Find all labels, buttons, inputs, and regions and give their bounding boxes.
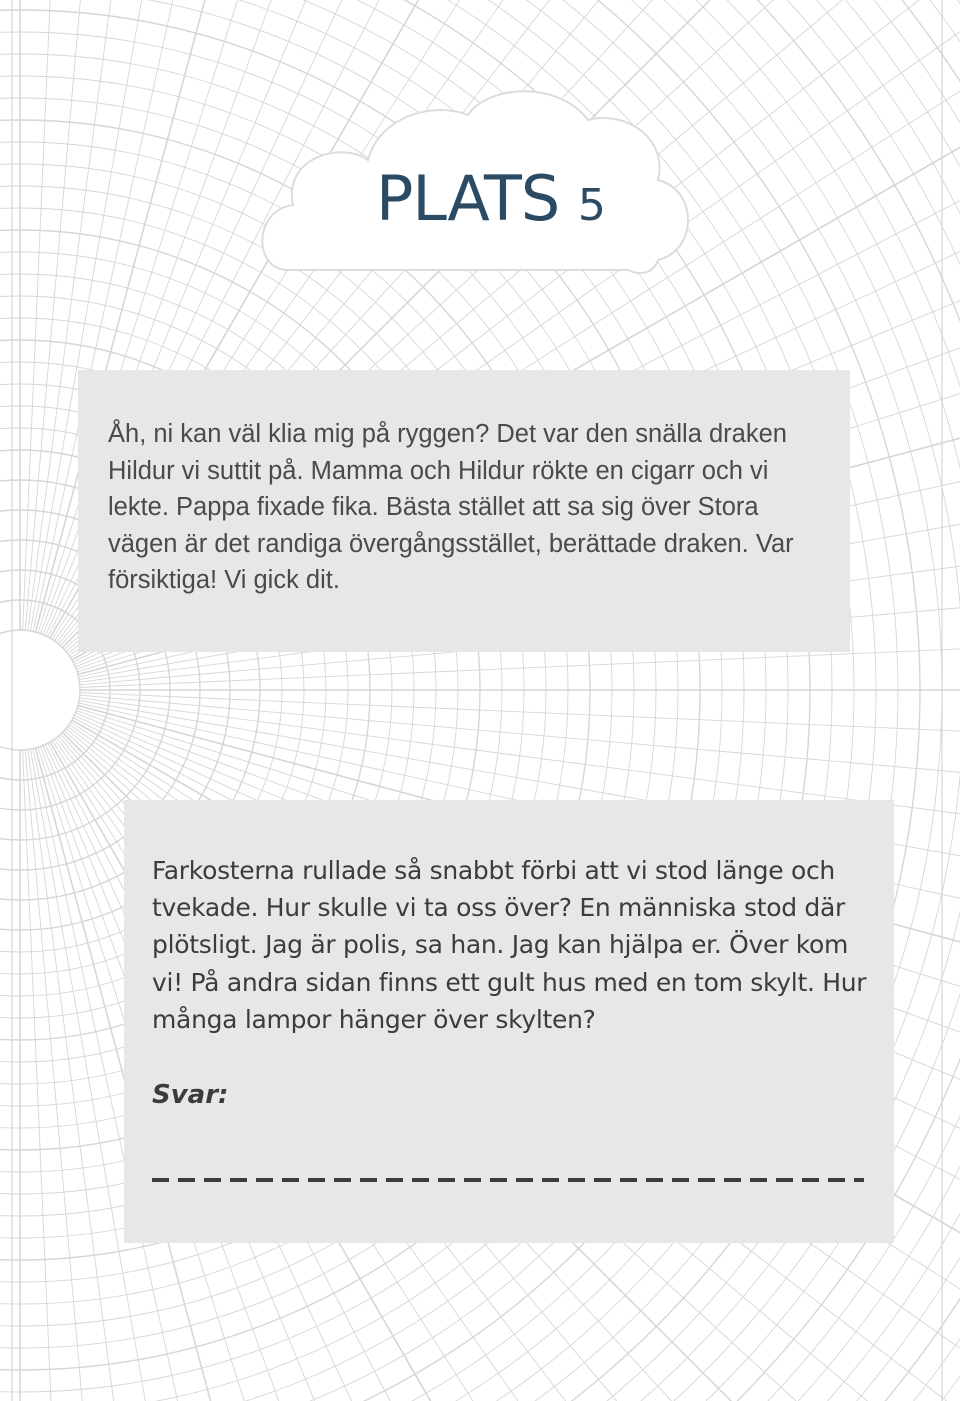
page-title — [376, 162, 606, 235]
intro-text: Åh, ni kan väl klia mig på ryggen? Det var den snälla draken Hildur vi suttit på. Mamma och Hildur rökte en cigarr och vi lekte. Pappa fixade fika. Bästa stället att sa sig över Stora vägen är det randiga övergångsstället, berättade draken. Var försiktiga! Vi gick dit. — [108, 420, 794, 594]
answer-line[interactable] — [152, 1178, 864, 1182]
question-panel — [124, 800, 894, 1243]
question-text: Farkosterna rullade så snabbt förbi att vi stod länge och tvekade. Hur skulle vi ta oss över? En människa stod där plötsligt. Jag är polis, sa han. Jag kan hjälpa er. Över kom vi! På andra sidan finns ett gult hus med en tom skylt. Hur många lampor hänger över skylten? — [152, 856, 867, 1034]
answer-label: Svar: — [152, 1080, 229, 1110]
intro-panel — [78, 370, 850, 652]
title-word: PLATS — [376, 162, 560, 235]
title-number: 5 — [577, 180, 606, 231]
